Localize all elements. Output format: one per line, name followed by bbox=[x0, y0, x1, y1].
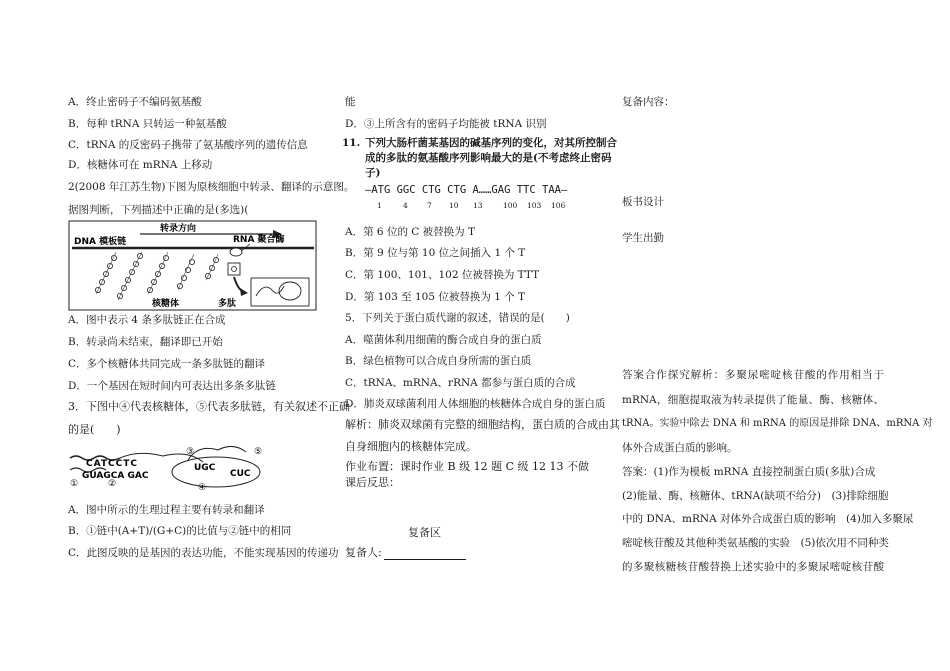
question-5: 5．下列关于蛋白质代谢的叙述，错误的是( ) bbox=[345, 312, 570, 324]
answer-line-2: mRNA，细胞提取液为转录提供了能量、酶、核糖体、 bbox=[622, 394, 884, 406]
question-11-line-2: 成的多肽的氨基酸序列影响最大的是(不考虑终止密码 bbox=[365, 152, 612, 164]
option-d-1: D．核糖体可在 mRNA 上移动 bbox=[68, 159, 213, 171]
fig1-ribosome-label: 核糖体 bbox=[152, 299, 180, 309]
answer-line-1: 答案合作探究解析：多聚尿嘧啶核苷酸的作用相当于 bbox=[622, 369, 884, 381]
transcription-translation-figure bbox=[68, 220, 318, 312]
option-a-3: A．图中所示的生理过程主要有转录和翻译 bbox=[68, 504, 265, 516]
homework: 作业布置：课时作业 B 级 12 题 C 级 12 13 不做 bbox=[345, 460, 589, 473]
fig2-end-sequence: CUC bbox=[230, 469, 251, 479]
q5-option-b: B．绿色植物可以合成自身所需的蛋白质 bbox=[345, 355, 532, 367]
fig2-top-sequence: CATCCTC bbox=[86, 459, 138, 469]
q11-option-b: B．第 9 位与第 10 位之间插入 1 个 T bbox=[345, 247, 526, 259]
q5-option-c: C．tRNA、mRNA、rRNA 都参与蛋白质的合成 bbox=[345, 377, 576, 389]
fig2-label-1: ① bbox=[70, 479, 79, 489]
question-2-line-2: 据图判断，下列描述中正确的是(多选)( bbox=[68, 204, 249, 216]
option-a-2: A．图中表示 4 条多肽链正在合成 bbox=[68, 314, 226, 326]
q5-option-a: A．噬菌体利用细菌的酶合成自身的蛋白质 bbox=[345, 334, 542, 346]
answer-line-6: (2)能量、酶、核糖体、tRNA(缺项不给分) (3)排除细胞 bbox=[622, 490, 889, 502]
position-label: 103 bbox=[527, 201, 542, 210]
reflection: 课后反思： bbox=[345, 476, 400, 489]
q11-option-a: A．第 6 位的 C 被替换为 T bbox=[345, 226, 475, 238]
question-11-line-1: 下列大肠杆菌某基因的碱基序列的变化，对其所控制合 bbox=[365, 137, 617, 149]
fig1-peptide-label: 多肽 bbox=[218, 299, 237, 309]
fig1-rnap-label: RNA 聚合酶 bbox=[233, 235, 285, 245]
fig2-codon-sequence: UGC bbox=[194, 463, 216, 473]
gene-expression-figure bbox=[68, 440, 278, 492]
q11-option-d: D．第 103 至 105 位被替换为 1 个 T bbox=[345, 291, 526, 303]
answer-line-3: tRNA。实验中除去 DNA 和 mRNA 的原因是排除 DNA、mRNA 对 bbox=[622, 418, 933, 429]
fig2-label-5: ⑤ bbox=[254, 447, 263, 457]
q11-option-c: C．第 100、101、102 位被替换为 TTT bbox=[345, 269, 540, 281]
answer-line-9: 的多聚核糖核苷酸替换上述实验中的多聚尿嘧啶核苷酸 bbox=[622, 561, 884, 573]
option-c-3: C．此图反映的是基因的表达功能，不能实现基因的传递功 bbox=[68, 547, 339, 559]
review-content: 复备内容： bbox=[622, 96, 675, 108]
sequence-positions bbox=[365, 199, 565, 209]
continued-text: 能 bbox=[345, 96, 356, 108]
board-design: 板书设计 bbox=[622, 196, 664, 208]
answer-line-8: 嘧啶核苷酸及其他种类氨基酸的实验 (5)依次用不同种类 bbox=[622, 537, 889, 549]
answer-line-4: 体外合成蛋白质的影响。 bbox=[622, 442, 738, 454]
option-b-3: B．①链中(A+T)/(G+C)的比值与②链中的相同 bbox=[68, 525, 292, 537]
question-11-number: 11. bbox=[342, 137, 361, 149]
preparer-field bbox=[345, 546, 466, 560]
fig1-direction-label: 转录方向 bbox=[160, 224, 197, 234]
position-label: 10 bbox=[449, 201, 459, 210]
fig2-label-4: ④ bbox=[198, 483, 207, 492]
student-attendance: 学生出勤 bbox=[622, 232, 664, 244]
position-label: 1 bbox=[377, 201, 382, 210]
question-11-line-3: 子) bbox=[365, 167, 381, 179]
question-3-line-2: 的是( ) bbox=[68, 423, 121, 436]
question-2-line-1: 2(2008 年江苏生物)下图为原核细胞中转录、翻译的示意图。 bbox=[68, 181, 355, 193]
fig2-bottom-sequence: GUAGCA GAC bbox=[82, 471, 149, 481]
preparer-blank bbox=[384, 549, 466, 560]
explanation-line-2: 自身细胞内的核糖体完成。 bbox=[345, 440, 477, 453]
explanation-line-1: 解析：肺炎双球菌有完整的细胞结构，蛋白质的合成由其 bbox=[345, 418, 620, 431]
option-b-2: B．转录尚未结束，翻译即已开始 bbox=[68, 336, 223, 348]
answer-line-7: 中的 DNA、mRNA 对体外合成蛋白质的影响 (4)加入多聚尿 bbox=[622, 513, 914, 525]
fig2-label-3: ③ bbox=[186, 447, 195, 457]
position-label: 13 bbox=[473, 201, 483, 210]
option-c-2: C．多个核糖体共同完成一条多肽链的翻译 bbox=[68, 358, 266, 370]
position-label: 4 bbox=[403, 201, 408, 210]
option-c-1: C．tRNA 的反密码子携带了氨基酸序列的遗传信息 bbox=[68, 139, 308, 151]
position-label: 7 bbox=[427, 201, 432, 210]
fig1-dna-label: DNA 模板链 bbox=[74, 237, 127, 247]
dna-sequence: —ATG GGC CTG CTG A……GAG TTC TAA— bbox=[365, 184, 568, 196]
answer-line-5: 答案：(1)作为模板 mRNA 直接控制蛋白质(多肽)合成 bbox=[622, 466, 876, 478]
option-b-1: B．每种 tRNA 只转运一种氨基酸 bbox=[68, 118, 227, 130]
preparer-label: 复备人: bbox=[345, 546, 382, 559]
review-area-heading: 复备区 bbox=[408, 526, 441, 539]
fig2-label-2: ② bbox=[108, 479, 117, 489]
position-label: 106 bbox=[551, 201, 566, 210]
option-d-2: D．一个基因在短时间内可表达出多条多肽链 bbox=[68, 380, 276, 392]
question-3-line-1: 3．下图中④代表核糖体，⑤代表多肽链，有关叙述不正确 bbox=[68, 400, 350, 413]
option-d-previous: D．③上所含有的密码子均能被 tRNA 识别 bbox=[345, 118, 547, 130]
option-a-1: A．终止密码子不编码氨基酸 bbox=[68, 96, 202, 108]
position-label: 100 bbox=[503, 201, 518, 210]
q5-option-d: D．肺炎双球菌利用人体细胞的核糖体合成自身的蛋白质 bbox=[345, 398, 606, 410]
